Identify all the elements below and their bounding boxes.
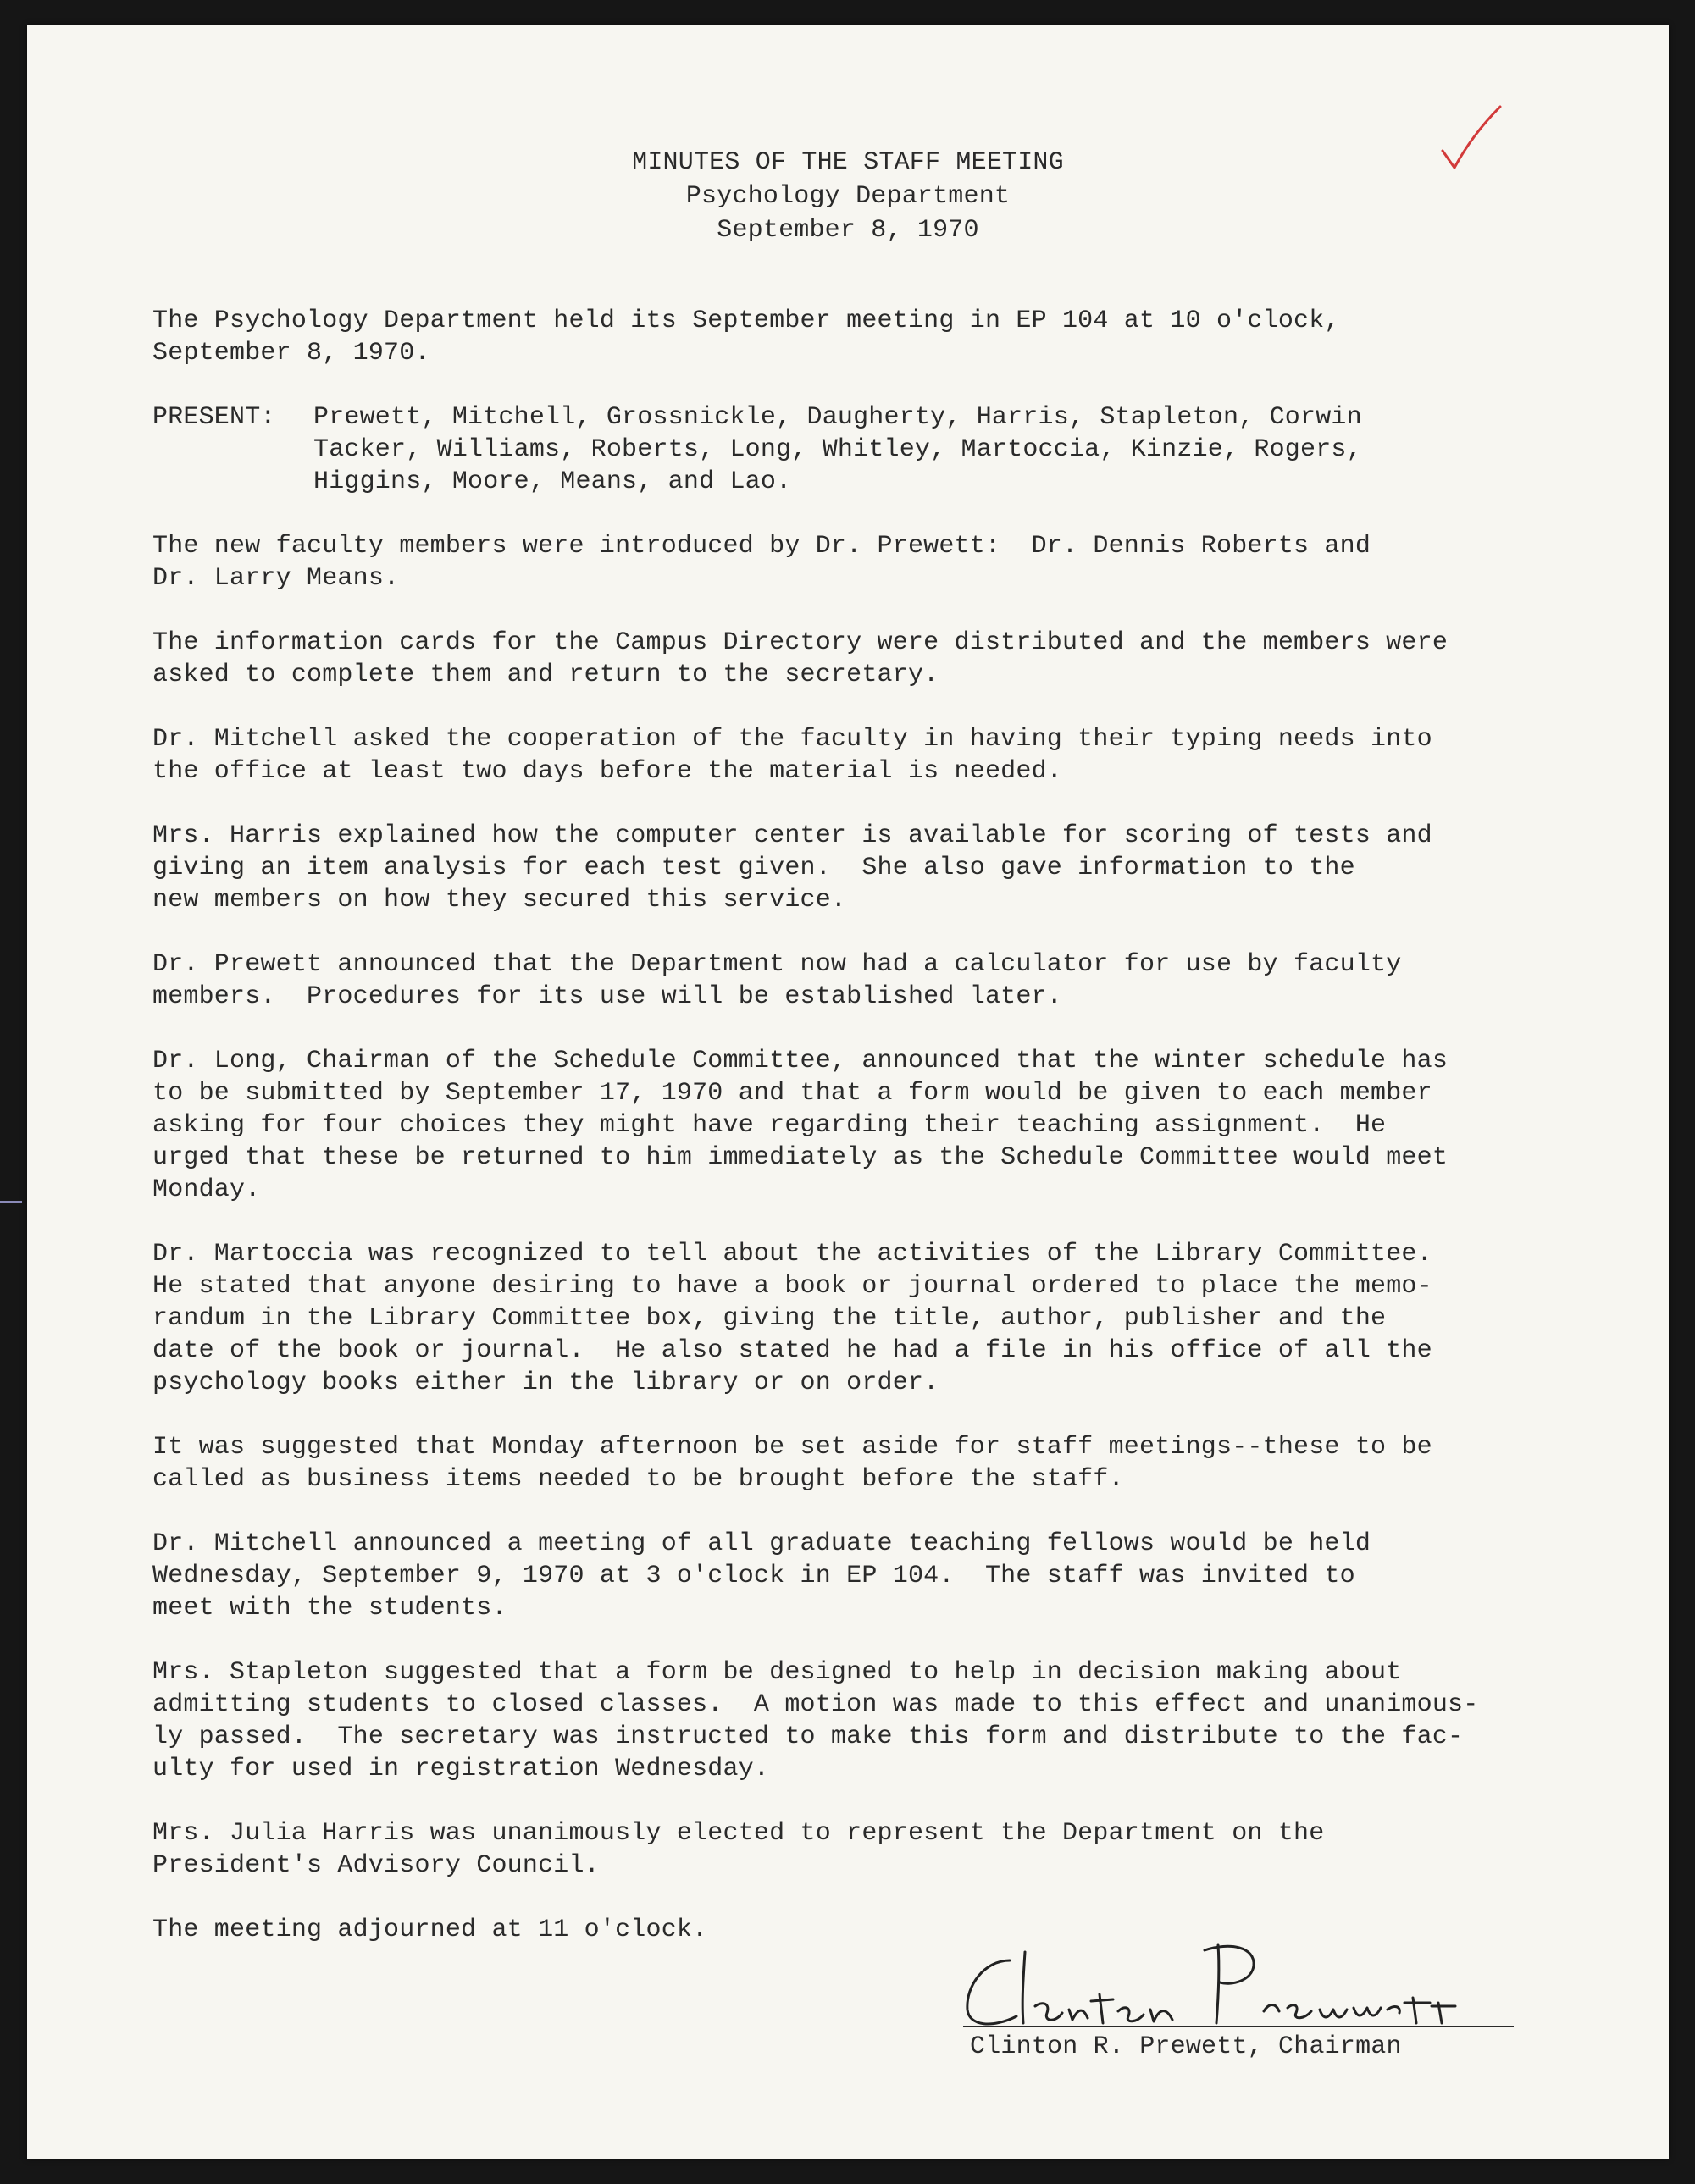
- paragraph-schedule-committee: Dr. Long, Chairman of the Schedule Committee, announced that the winter schedule has to be submitted by September 17, 1970 and that a form would be given to each member asking for four choices they might have regarding their teaching assignment. He urged that these be returned to him immediately as the Schedule Committee would meet Monday.: [152, 1047, 1449, 1204]
- signature-line: [963, 2026, 1514, 2027]
- present-section: [152, 401, 1542, 498]
- meeting-date: September 8, 1970: [717, 216, 979, 245]
- signer-name: Clinton R. Prewett, Chairman: [970, 2032, 1402, 2061]
- paragraph-new-faculty: The new faculty members were introduced by Dr. Prewett: Dr. Dennis Roberts and Dr. Larry Means.: [152, 532, 1371, 593]
- paragraph-library-committee: Dr. Martoccia was recognized to tell about the activities of the Library Committee. He stated that anyone desiring to have a book or journal ordered to place the memo- randum in the Library Committee box, giving the title, author, publisher and the date of the book or journal. He also stated he had a file in his office of all the psychology books either in the library or on order.: [152, 1240, 1432, 1397]
- margin-tick: [0, 1201, 22, 1203]
- department-name: Psychology Department: [685, 182, 1011, 211]
- paragraph-staff-meetings: It was suggested that Monday afternoon be set aside for staff meetings--these to be called as business items needed to be brought before the staff.: [152, 1433, 1432, 1494]
- paper-sheet: [27, 25, 1669, 2159]
- paragraph-adjourned: The meeting adjourned at 11 o'clock.: [152, 1916, 708, 1944]
- present-label: PRESENT:: [152, 403, 276, 432]
- paragraph-typing-needs: Dr. Mitchell asked the cooperation of the faculty in having their typing needs into the office at least two days before the material is needed.: [152, 725, 1432, 786]
- paragraph-directory-cards: The information cards for the Campus Directory were distributed and the members were asked to complete them and return to the secretary.: [152, 628, 1449, 689]
- minutes-body: [152, 305, 1542, 1978]
- present-list: Prewett, Mitchell, Grossnickle, Daugherty, Harris, Stapleton, Corwin Tacker, Williams, Roberts, Long, Whitley, Martoccia, Kinzie, Rogers, Higgins, Moore, Means, and Lao.: [313, 403, 1362, 496]
- handwritten-signature: [950, 1935, 1526, 2045]
- paragraph-closed-classes: Mrs. Stapleton suggested that a form be designed to help in decision making about admitting students to closed classes. A motion was made to this effect and unanimous- ly passed. The secretary was instructed to make this form and distribute to the fac- ulty for used in registration Wednesday.: [152, 1658, 1479, 1783]
- title-block: [27, 146, 1669, 247]
- paragraph-teaching-fellows: Dr. Mitchell announced a meeting of all graduate teaching fellows would be held Wednesday, September 9, 1970 at 3 o'clock in EP 104. The staff was invited to meet with the students.: [152, 1529, 1371, 1623]
- paragraph-calculator: Dr. Prewett announced that the Department now had a calculator for use by faculty members. Procedures for its use will be established later.: [152, 950, 1402, 1011]
- paragraph-advisory-council: Mrs. Julia Harris was unanimously elected to represent the Department on the President's Advisory Council.: [152, 1819, 1325, 1880]
- paragraph-computer-center: Mrs. Harris explained how the computer center is available for scoring of tests and giving an item analysis for each test given. She also gave information to the new members on how they secured this service.: [152, 821, 1432, 915]
- intro-paragraph: The Psychology Department held its September meeting in EP 104 at 10 o'clock, September 8, 1970.: [152, 307, 1340, 368]
- document-title: MINUTES OF THE STAFF MEETING: [632, 148, 1064, 177]
